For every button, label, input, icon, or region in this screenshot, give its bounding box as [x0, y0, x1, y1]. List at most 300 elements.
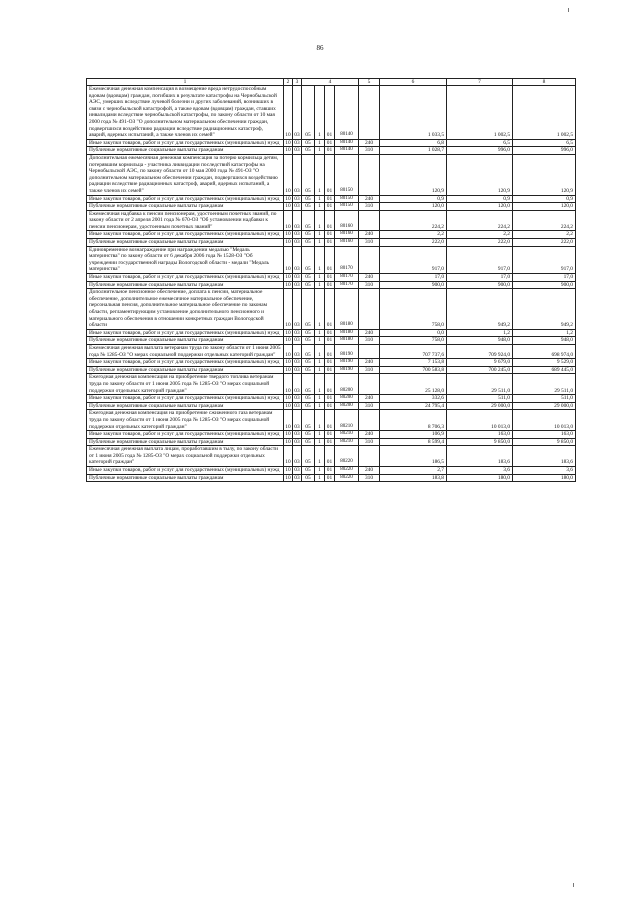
- header-cell: 6: [380, 79, 447, 86]
- direction-code-cell: 80200: [335, 395, 359, 403]
- program-code-cell: 05: [302, 203, 315, 211]
- direction-code-cell: 80220: [335, 474, 359, 482]
- direction-code-cell: 80160: [335, 239, 359, 247]
- subprogram-code-cell: 1: [315, 147, 325, 155]
- direction-code-cell: 80190: [335, 366, 359, 374]
- amount-year3-cell: 948,0: [513, 337, 576, 345]
- budget-table: [86, 78, 576, 482]
- program-code-cell: 05: [302, 410, 315, 431]
- section-code-cell: 10: [285, 474, 291, 481]
- amount-year2-cell: 9 850,0: [447, 438, 513, 446]
- amount-year1-cell: 700 583,8: [380, 366, 447, 374]
- amount-year2-cell: 183,6: [447, 446, 513, 467]
- event-code-cell: 01: [325, 374, 335, 395]
- row-name-cell: Публичные нормативные социальные выплаты гражданам: [87, 474, 284, 482]
- amount-year2-cell: 180,0: [447, 474, 513, 482]
- expense-type-cell: 240: [359, 329, 380, 337]
- subprogram-code-cell: 1: [315, 195, 325, 203]
- section-code-cell: 10: [284, 246, 293, 273]
- amount-year1-cell: 1 028,7: [380, 147, 447, 155]
- amount-year1-cell: 6,8: [380, 139, 447, 147]
- amount-year1-cell: 8 706,3: [380, 410, 447, 431]
- table-row: [87, 289, 576, 330]
- section-code-cell: 10: [285, 431, 291, 438]
- subsection-code-cell: 03: [294, 195, 300, 202]
- scan-mark: [573, 883, 574, 887]
- row-name-cell: Ежемесячная денежная компенсация в возмещение вреда нетрудоспособным вдовам (вдовцам) граждан, погибших в результате катастрофы на Чернобыльской АЭС, умерших вследствие лучевой болезни и других заболеваний, возникших в связи с чернобыльской катастрофой, а также вдовам (вдовцам) граждан, ставших инвалидами вследствие чернобыльской катастрофы, по закону области от 10 мая 2000 года № 491-ОЗ "О дополнительном материальном обеспечении граждан, подвергшихся воздействию радиации вследствие радиационных катастроф, аварий, ядерных испытаний, а также членов их семей": [87, 86, 284, 140]
- row-name-cell: Иные закупки товаров, работ и услуг для государственных (муниципальных) нужд: [87, 395, 284, 403]
- amount-year3-cell: 917,0: [513, 246, 576, 273]
- subsection-code-cell: 03: [293, 246, 302, 273]
- expense-type-cell: [359, 344, 380, 358]
- program-code-cell: 05: [302, 274, 315, 282]
- expense-type-cell: 240: [359, 231, 380, 239]
- amount-year3-cell: 511,0: [513, 395, 576, 403]
- amount-year1-cell: 8 599,4: [380, 438, 447, 446]
- table-row: [87, 231, 576, 239]
- amount-year1-cell: 917,0: [380, 246, 447, 273]
- direction-code-cell: 80190: [335, 359, 359, 367]
- direction-code-cell: 80140: [335, 147, 359, 155]
- program-code-cell: 05: [302, 139, 315, 147]
- subsection-code-cell: 03: [293, 86, 302, 140]
- amount-year3-cell: 120,9: [513, 154, 576, 195]
- section-code-cell: 10: [285, 231, 291, 238]
- direction-code-cell: 80210: [335, 431, 359, 439]
- subsection-code-cell: 03: [294, 474, 300, 481]
- table-row: [87, 154, 576, 195]
- event-code-cell: 01: [325, 359, 335, 367]
- event-code-cell: 01: [325, 274, 335, 282]
- event-code-cell: 01: [325, 289, 335, 330]
- page-number: 86: [316, 44, 324, 52]
- amount-year1-cell: 758,0: [380, 289, 447, 330]
- amount-year1-cell: 707 737,6: [380, 344, 447, 358]
- amount-year2-cell: 163,0: [447, 431, 513, 439]
- subprogram-code-cell: 1: [315, 86, 325, 140]
- amount-year2-cell: 224,2: [447, 210, 513, 231]
- table-row: [87, 147, 576, 155]
- section-code-cell: 10: [285, 239, 291, 246]
- program-code-cell: 05: [302, 246, 315, 273]
- event-code-cell: 01: [325, 195, 335, 203]
- row-name-cell: Ежемесячная денежная выплата лицам, проработавшим в тылу, по закону области от 1 июня 2005 года № 1285-ОЗ "О мерах социальной поддержки отдельных категорий граждан": [87, 446, 284, 467]
- section-code-cell: 10: [285, 366, 291, 373]
- direction-code-cell: 80180: [335, 337, 359, 345]
- scan-mark: [568, 8, 569, 12]
- amount-year3-cell: 29 511,0: [513, 374, 576, 395]
- section-code-cell: 10: [285, 329, 291, 336]
- subprogram-code-cell: 1: [315, 359, 325, 367]
- direction-code-cell: 80170: [335, 246, 359, 273]
- amount-year2-cell: 29 000,0: [447, 402, 513, 410]
- direction-code-cell: 80200: [335, 374, 359, 395]
- row-name-cell: Иные закупки товаров, работ и услуг для государственных (муниципальных) нужд: [87, 195, 284, 203]
- expense-type-cell: 310: [359, 337, 380, 345]
- amount-year2-cell: 948,0: [447, 337, 513, 345]
- expense-type-cell: 310: [359, 239, 380, 247]
- subsection-code-cell: 03: [294, 274, 300, 281]
- direction-code-cell: 80150: [335, 195, 359, 203]
- subprogram-code-cell: 1: [315, 139, 325, 147]
- amount-year3-cell: 949,2: [513, 289, 576, 330]
- event-code-cell: 01: [325, 210, 335, 231]
- event-code-cell: 01: [325, 474, 335, 482]
- amount-year3-cell: 17,0: [513, 274, 576, 282]
- row-name-cell: Публичные нормативные социальные выплаты гражданам: [87, 438, 284, 446]
- amount-year2-cell: 949,2: [447, 289, 513, 330]
- header-cell: 3: [293, 79, 302, 86]
- amount-year3-cell: 2,2: [513, 231, 576, 239]
- program-code-cell: 05: [302, 446, 315, 467]
- program-code-cell: 05: [302, 329, 315, 337]
- direction-code-cell: 80210: [335, 438, 359, 446]
- section-code-cell: 10: [284, 446, 293, 467]
- amount-year1-cell: 106,9: [380, 431, 447, 439]
- subsection-code-cell: 03: [294, 402, 300, 409]
- amount-year3-cell: 1 002,5: [513, 86, 576, 140]
- table-row: [87, 474, 576, 482]
- subprogram-code-cell: 1: [315, 410, 325, 431]
- subsection-code-cell: 03: [293, 410, 302, 431]
- event-code-cell: 01: [325, 246, 335, 273]
- direction-code-cell: 80140: [335, 86, 359, 140]
- section-code-cell: 10: [284, 374, 293, 395]
- table-row: [87, 446, 576, 467]
- table-row: [87, 410, 576, 431]
- amount-year2-cell: 511,0: [447, 395, 513, 403]
- direction-code-cell: 80160: [335, 231, 359, 239]
- program-code-cell: 05: [302, 467, 315, 475]
- subprogram-code-cell: 1: [315, 438, 325, 446]
- amount-year3-cell: 9 529,0: [513, 359, 576, 367]
- expense-type-cell: [359, 289, 380, 330]
- row-name-cell: Иные закупки товаров, работ и услуг для государственных (муниципальных) нужд: [87, 467, 284, 475]
- subsection-code-cell: 03: [294, 231, 300, 238]
- expense-type-cell: 240: [359, 195, 380, 203]
- event-code-cell: 01: [325, 154, 335, 195]
- table-row: [87, 359, 576, 367]
- program-code-cell: 05: [302, 395, 315, 403]
- amount-year3-cell: 10 013,0: [513, 410, 576, 431]
- expense-type-cell: 310: [359, 281, 380, 289]
- amount-year3-cell: 120,0: [513, 203, 576, 211]
- direction-code-cell: 80150: [335, 154, 359, 195]
- event-code-cell: 01: [325, 139, 335, 147]
- expense-type-cell: 310: [359, 402, 380, 410]
- table-row: [87, 195, 576, 203]
- event-code-cell: 01: [325, 239, 335, 247]
- program-code-cell: 05: [302, 86, 315, 140]
- section-code-cell: 10: [285, 402, 291, 409]
- row-name-cell: Ежемесячная надбавка к пенсии пенсионерам, удостоенным почетных званий, по закону области от 2 апреля 2001 года № 670-ОЗ "Об установлении надбавки к пенсии пенсионерам, удостоенным почетных званий": [87, 210, 284, 231]
- program-code-cell: 05: [302, 281, 315, 289]
- expense-type-cell: 310: [359, 366, 380, 374]
- table-row: [87, 337, 576, 345]
- event-code-cell: 01: [325, 231, 335, 239]
- table-row: [87, 467, 576, 475]
- amount-year1-cell: 186,5: [380, 446, 447, 467]
- event-code-cell: 01: [325, 446, 335, 467]
- section-code-cell: 10: [284, 154, 293, 195]
- amount-year2-cell: 120,0: [447, 203, 513, 211]
- subprogram-code-cell: 1: [315, 231, 325, 239]
- direction-code-cell: 80180: [335, 289, 359, 330]
- row-name-cell: Иные закупки товаров, работ и услуг для государственных (муниципальных) нужд: [87, 139, 284, 147]
- table-row: [87, 366, 576, 374]
- section-code-cell: 10: [285, 395, 291, 402]
- amount-year2-cell: 700 245,0: [447, 366, 513, 374]
- program-code-cell: 05: [302, 431, 315, 439]
- subprogram-code-cell: 1: [315, 154, 325, 195]
- subprogram-code-cell: 1: [315, 246, 325, 273]
- table-header-row: [87, 79, 576, 86]
- table-row: [87, 374, 576, 395]
- program-code-cell: 05: [302, 239, 315, 247]
- amount-year3-cell: 3,6: [513, 467, 576, 475]
- table-row: [87, 431, 576, 439]
- row-name-cell: Ежегодная денежная компенсация на приобретение твердого топлива ветеранам труда по закону области от 1 июня 2005 года № 1285-ОЗ "О мерах социальной поддержки отдельных категорий граждан": [87, 374, 284, 395]
- row-name-cell: Дополнительное пенсионное обеспечение, доплата к пенсии, материальное обеспечение, дополнительное ежемесячное материальное обеспечение, персональная пенсия, дополнительное материальное обеспечение по законам области, регламентирующим установление дополнительного пенсионного и материального обеспечения в отношении конкретных граждан Вологодской области: [87, 289, 284, 330]
- program-code-cell: 05: [302, 231, 315, 239]
- table-row: [87, 246, 576, 273]
- amount-year1-cell: 900,0: [380, 281, 447, 289]
- subsection-code-cell: 03: [294, 438, 300, 445]
- table-row: [87, 438, 576, 446]
- program-code-cell: 05: [302, 474, 315, 482]
- event-code-cell: 01: [325, 431, 335, 439]
- amount-year1-cell: 222,0: [380, 239, 447, 247]
- expense-type-cell: [359, 446, 380, 467]
- expense-type-cell: 240: [359, 359, 380, 367]
- table-row: [87, 395, 576, 403]
- header-cell: 8: [513, 79, 576, 86]
- row-name-cell: Публичные нормативные социальные выплаты гражданам: [87, 402, 284, 410]
- amount-year3-cell: 689 445,0: [513, 366, 576, 374]
- table-row: [87, 86, 576, 140]
- amount-year1-cell: 120,9: [380, 154, 447, 195]
- amount-year2-cell: 6,5: [447, 139, 513, 147]
- event-code-cell: 01: [325, 281, 335, 289]
- table-row: [87, 281, 576, 289]
- event-code-cell: 01: [325, 402, 335, 410]
- subsection-code-cell: 03: [294, 431, 300, 438]
- expense-type-cell: 240: [359, 274, 380, 282]
- subprogram-code-cell: 1: [315, 329, 325, 337]
- section-code-cell: 10: [285, 438, 291, 445]
- row-name-cell: Ежемесячная денежная выплата ветеранам труда по закону области от 1 июня 2005 года № 1285-ОЗ "О мерах социальной поддержки отдельных категорий граждан": [87, 344, 284, 358]
- row-name-cell: Единовременное вознаграждение при награждении медалью "Медаль материнства" по закону области от 6 декабря 2006 года № 1528-ОЗ "Об учреждении государственной награды Вологодской области - медали "Медаль материнства": [87, 246, 284, 273]
- subprogram-code-cell: 1: [315, 366, 325, 374]
- event-code-cell: 01: [325, 438, 335, 446]
- amount-year2-cell: 2,2: [447, 231, 513, 239]
- expense-type-cell: 240: [359, 139, 380, 147]
- amount-year2-cell: 120,9: [447, 154, 513, 195]
- section-code-cell: 10: [284, 289, 293, 330]
- section-code-cell: 10: [285, 147, 291, 154]
- direction-code-cell: 80170: [335, 281, 359, 289]
- section-code-cell: 10: [285, 274, 291, 281]
- expense-type-cell: 240: [359, 395, 380, 403]
- direction-code-cell: 80160: [335, 210, 359, 231]
- subprogram-code-cell: 1: [315, 274, 325, 282]
- direction-code-cell: 80210: [335, 410, 359, 431]
- row-name-cell: Иные закупки товаров, работ и услуг для государственных (муниципальных) нужд: [87, 274, 284, 282]
- row-name-cell: Публичные нормативные социальные выплаты гражданам: [87, 281, 284, 289]
- expense-type-cell: 310: [359, 147, 380, 155]
- expense-type-cell: [359, 154, 380, 195]
- direction-code-cell: 80170: [335, 274, 359, 282]
- section-code-cell: 10: [284, 210, 293, 231]
- amount-year1-cell: 0,0: [380, 329, 447, 337]
- amount-year1-cell: 2,7: [380, 467, 447, 475]
- subprogram-code-cell: 1: [315, 203, 325, 211]
- amount-year2-cell: 29 511,0: [447, 374, 513, 395]
- expense-type-cell: [359, 374, 380, 395]
- subsection-code-cell: 03: [294, 203, 300, 210]
- program-code-cell: 05: [302, 210, 315, 231]
- expense-type-cell: 310: [359, 474, 380, 482]
- amount-year3-cell: 0,9: [513, 195, 576, 203]
- row-name-cell: Иные закупки товаров, работ и услуг для государственных (муниципальных) нужд: [87, 359, 284, 367]
- amount-year3-cell: 996,0: [513, 147, 576, 155]
- table-row: [87, 344, 576, 358]
- amount-year3-cell: 1,2: [513, 329, 576, 337]
- amount-year1-cell: 183,8: [380, 474, 447, 482]
- subprogram-code-cell: 1: [315, 446, 325, 467]
- direction-code-cell: 80200: [335, 402, 359, 410]
- amount-year3-cell: 9 850,0: [513, 438, 576, 446]
- event-code-cell: 01: [325, 410, 335, 431]
- amount-year3-cell: 6,5: [513, 139, 576, 147]
- amount-year1-cell: 7 153,8: [380, 359, 447, 367]
- event-code-cell: 01: [325, 329, 335, 337]
- program-code-cell: 05: [302, 154, 315, 195]
- expense-type-cell: [359, 410, 380, 431]
- section-code-cell: 10: [285, 195, 291, 202]
- section-code-cell: 10: [285, 359, 291, 366]
- section-code-cell: 10: [285, 467, 291, 474]
- amount-year2-cell: 900,0: [447, 281, 513, 289]
- direction-code-cell: 80220: [335, 467, 359, 475]
- table-row: [87, 274, 576, 282]
- amount-year1-cell: 758,0: [380, 337, 447, 345]
- table-row: [87, 402, 576, 410]
- amount-year3-cell: 180,0: [513, 474, 576, 482]
- subsection-code-cell: 03: [293, 210, 302, 231]
- subprogram-code-cell: 1: [315, 344, 325, 358]
- direction-code-cell: 80190: [335, 344, 359, 358]
- program-code-cell: 05: [302, 337, 315, 345]
- subprogram-code-cell: 1: [315, 374, 325, 395]
- row-name-cell: Иные закупки товаров, работ и услуг для государственных (муниципальных) нужд: [87, 329, 284, 337]
- subprogram-code-cell: 1: [315, 337, 325, 345]
- amount-year1-cell: 2,2: [380, 231, 447, 239]
- row-name-cell: Публичные нормативные социальные выплаты гражданам: [87, 147, 284, 155]
- amount-year2-cell: 917,0: [447, 246, 513, 273]
- subprogram-code-cell: 1: [315, 474, 325, 482]
- header-cell: 7: [447, 79, 513, 86]
- expense-type-cell: 240: [359, 431, 380, 439]
- section-code-cell: 10: [285, 203, 291, 210]
- subprogram-code-cell: 1: [315, 210, 325, 231]
- table-row: [87, 139, 576, 147]
- event-code-cell: 01: [325, 395, 335, 403]
- header-cell: 4: [302, 79, 359, 86]
- section-code-cell: 10: [285, 139, 291, 146]
- subprogram-code-cell: 1: [315, 402, 325, 410]
- header-cell: 2: [284, 79, 293, 86]
- event-code-cell: 01: [325, 344, 335, 358]
- amount-year2-cell: 222,0: [447, 239, 513, 247]
- row-name-cell: Ежегодная денежная компенсация на приобретение сжиженного газа ветеранам труда по закону области от 1 июня 2005 года № 1285-ОЗ "О мерах социальной поддержки отдельных категорий граждан": [87, 410, 284, 431]
- amount-year1-cell: 24 795,4: [380, 402, 447, 410]
- row-name-cell: Дополнительная ежемесячная денежная компенсация за потерю кормильца детям, потерявшим кормильца - участника ликвидации последствий катастрофы на Чернобыльской АЭС, по закону области от 10 мая 2000 года № 491-ОЗ "О дополнительном материальном обеспечении граждан, подвергшихся воздействию радиации вследствие радиационных катастроф, аварий, ядерных испытаний, а также членов их семей": [87, 154, 284, 195]
- amount-year3-cell: 29 000,0: [513, 402, 576, 410]
- program-code-cell: 05: [302, 344, 315, 358]
- amount-year1-cell: 224,2: [380, 210, 447, 231]
- table-row: [87, 210, 576, 231]
- header-cell: 5: [359, 79, 380, 86]
- table-row: [87, 329, 576, 337]
- program-code-cell: 05: [302, 438, 315, 446]
- subprogram-code-cell: 1: [315, 239, 325, 247]
- subprogram-code-cell: 1: [315, 431, 325, 439]
- event-code-cell: 01: [325, 147, 335, 155]
- subprogram-code-cell: 1: [315, 281, 325, 289]
- amount-year2-cell: 10 013,0: [447, 410, 513, 431]
- amount-year2-cell: 3,6: [447, 467, 513, 475]
- subprogram-code-cell: 1: [315, 467, 325, 475]
- subsection-code-cell: 03: [294, 395, 300, 402]
- row-name-cell: Публичные нормативные социальные выплаты гражданам: [87, 203, 284, 211]
- program-code-cell: 05: [302, 289, 315, 330]
- row-name-cell: Публичные нормативные социальные выплаты гражданам: [87, 239, 284, 247]
- amount-year3-cell: 900,0: [513, 281, 576, 289]
- subsection-code-cell: 03: [294, 467, 300, 474]
- section-code-cell: 10: [284, 344, 293, 358]
- direction-code-cell: 80180: [335, 329, 359, 337]
- subprogram-code-cell: 1: [315, 289, 325, 330]
- program-code-cell: 05: [302, 195, 315, 203]
- amount-year1-cell: 25 128,0: [380, 374, 447, 395]
- subsection-code-cell: 03: [294, 239, 300, 246]
- row-name-cell: Иные закупки товаров, работ и услуг для государственных (муниципальных) нужд: [87, 231, 284, 239]
- section-code-cell: 10: [284, 86, 293, 140]
- amount-year2-cell: 0,9: [447, 195, 513, 203]
- expense-type-cell: 310: [359, 438, 380, 446]
- amount-year1-cell: 120,0: [380, 203, 447, 211]
- section-code-cell: 10: [285, 281, 291, 288]
- subsection-code-cell: 03: [294, 139, 300, 146]
- row-name-cell: Публичные нормативные социальные выплаты гражданам: [87, 366, 284, 374]
- table-row: [87, 203, 576, 211]
- program-code-cell: 05: [302, 147, 315, 155]
- expense-type-cell: [359, 86, 380, 140]
- subsection-code-cell: 03: [293, 374, 302, 395]
- event-code-cell: 01: [325, 86, 335, 140]
- event-code-cell: 01: [325, 467, 335, 475]
- subprogram-code-cell: 1: [315, 395, 325, 403]
- amount-year3-cell: 224,2: [513, 210, 576, 231]
- subsection-code-cell: 03: [293, 344, 302, 358]
- amount-year2-cell: 996,0: [447, 147, 513, 155]
- section-code-cell: 10: [284, 410, 293, 431]
- amount-year1-cell: 17,0: [380, 274, 447, 282]
- program-code-cell: 05: [302, 402, 315, 410]
- subsection-code-cell: 03: [294, 337, 300, 344]
- direction-code-cell: 80220: [335, 446, 359, 467]
